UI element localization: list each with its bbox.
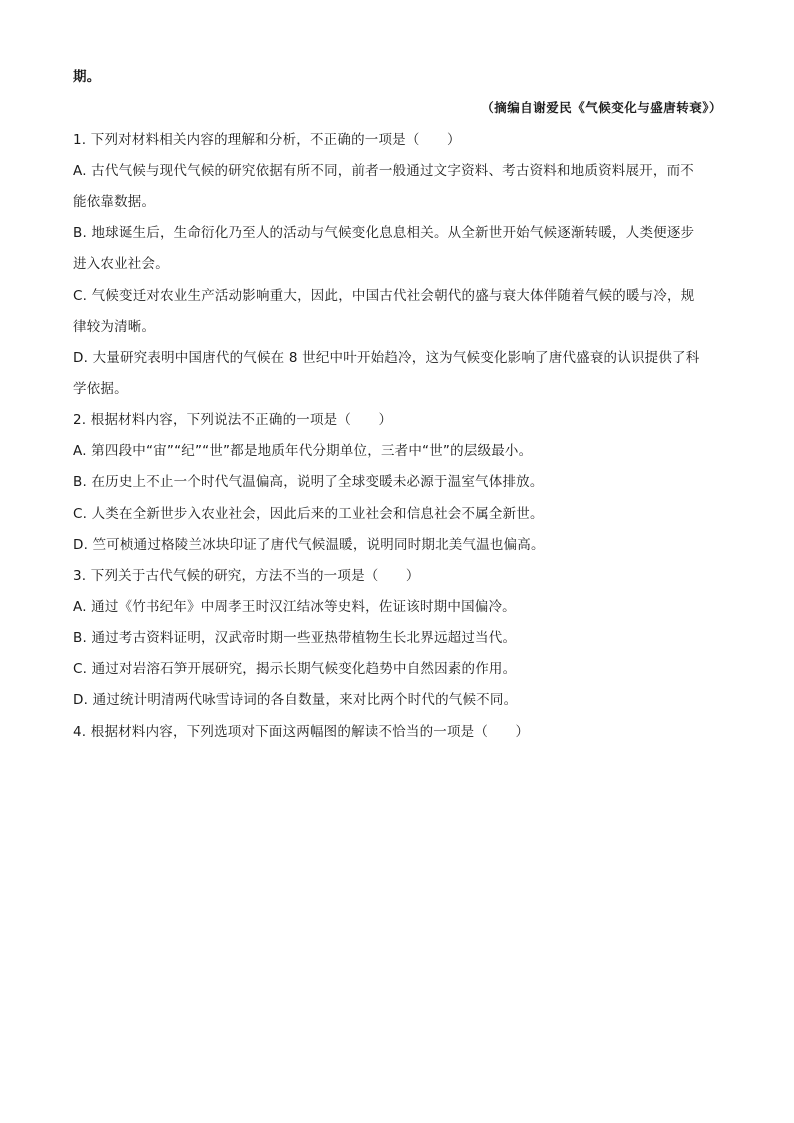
top-fragment: 期。: [73, 69, 101, 85]
question-1-option-d-line1: D. 大量研究表明中国唐代的气候在 8 世纪中叶开始趋冷，这为气候变化影响了唐代盛衰的认识提供了科: [73, 350, 700, 366]
question-3-option-c: C. 通过对岩溶石笋开展研究，揭示长期气候变化趋势中自然因素的作用。: [73, 661, 517, 677]
question-3-option-d: D. 通过统计明清两代咏雪诗词的各自数量，来对比两个时代的气候不同。: [73, 692, 518, 708]
question-1-option-d-line2: 学依据。: [73, 381, 128, 397]
question-1-option-b-line1: B. 地球诞生后，生命衍化乃至人的活动与气候变化息息相关。从全新世开始气候逐渐转暖，人类便逐步: [73, 225, 695, 241]
question-4-stem: 4. 根据材料内容，下列选项对下面这两幅图的解读不恰当的一项是（ ）: [73, 724, 530, 740]
question-1-option-c-line2: 律较为清晰。: [73, 319, 156, 335]
question-1-option-c-line1: C. 气候变迁对农业生产活动影响重大，因此，中国古代社会朝代的盛与衰大体伴随着气候的暖与冷，规: [73, 288, 695, 304]
question-3-stem: 3. 下列关于古代气候的研究，方法不当的一项是（ ）: [73, 568, 420, 584]
question-3-option-a: A. 通过《竹书纪年》中周孝王时汉江结冰等史料，佐证该时期中国偏冷。: [73, 599, 516, 615]
question-1-option-b-line2: 进入农业社会。: [73, 256, 169, 272]
question-2-stem: 2. 根据材料内容，下列说法不正确的一项是（ ）: [73, 412, 393, 428]
question-2-option-d: D. 竺可桢通过格陵兰冰块印证了唐代气候温暖，说明同时期北美气温也偏高。: [73, 537, 545, 553]
question-1-option-a-line1: A. 古代气候与现代气候的研究依据有所不同，前者一般通过文字资料、考古资料和地质资料展开，而不: [73, 163, 694, 179]
question-1-stem: 1. 下列对材料相关内容的理解和分析，不正确的一项是（ ）: [73, 132, 461, 148]
question-2-option-a: A. 第四段中“宙”“纪”“世”都是地质年代分期单位，三者中“世”的层级最小。: [73, 443, 533, 459]
question-2-option-c: C. 人类在全新世步入农业社会，因此后来的工业社会和信息社会不属全新世。: [73, 506, 544, 522]
question-2-option-b: B. 在历史上不止一个时代气温偏高，说明了全球变暖未必源于温室气体排放。: [73, 474, 544, 490]
question-3-option-b: B. 通过考古资料证明，汉武帝时期一些亚热带植物生长北界远超过当代。: [73, 630, 517, 646]
source-citation: （摘编自谢爱民《气候变化与盛唐转衰》）: [481, 100, 722, 115]
question-1-option-a-line2: 能依靠数据。: [73, 194, 156, 210]
